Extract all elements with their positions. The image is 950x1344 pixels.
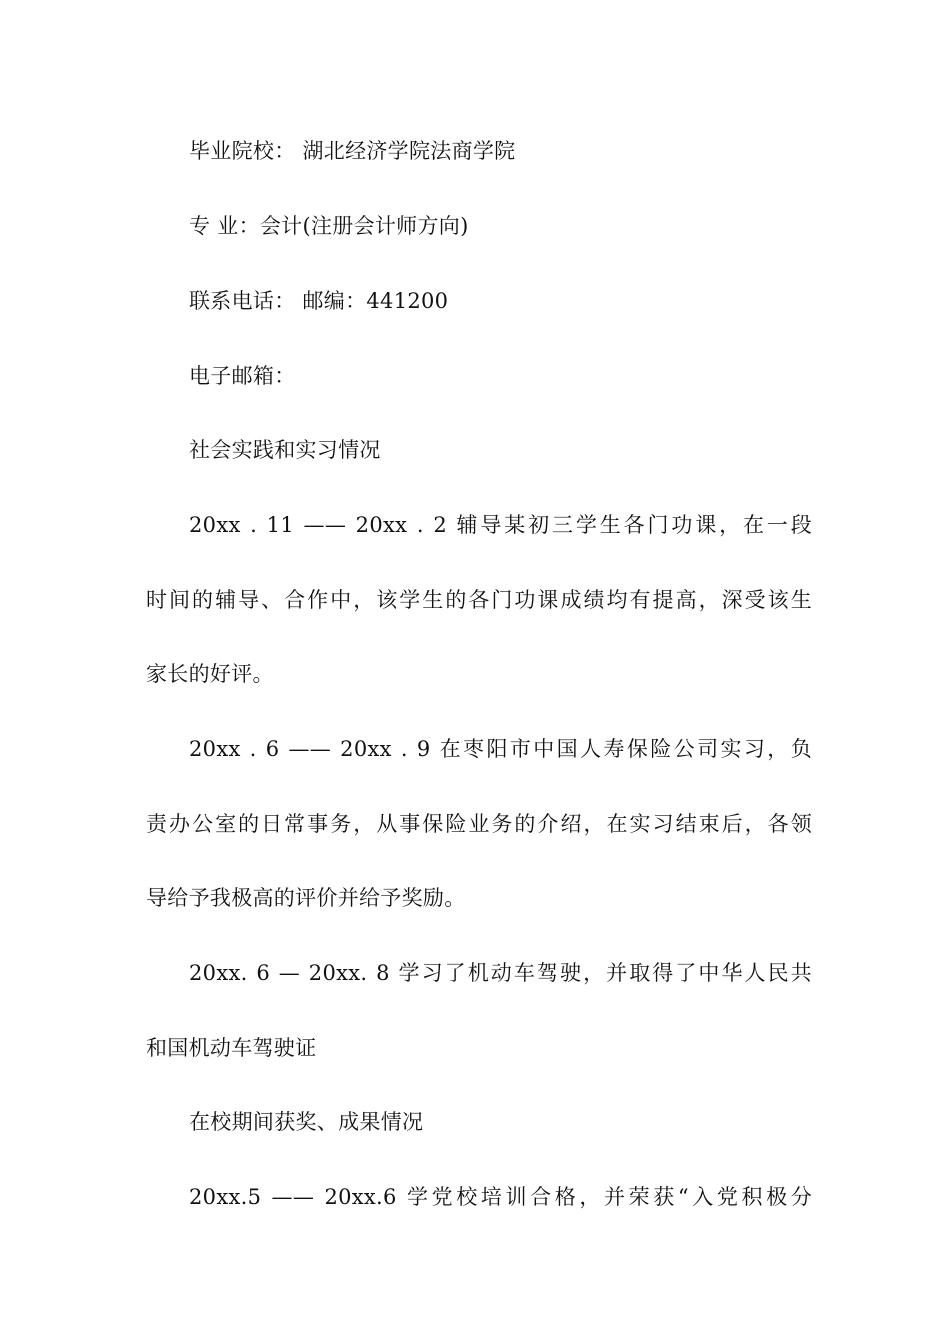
section-heading-practice: 社会实践和实习情况 [189,438,381,462]
major-line: 专 业：会计(注册会计师方向) [189,214,469,238]
graduation-school-line: 毕业院校： 湖北经济学院法商学院 [189,139,516,163]
practice-paragraph-1-line-2: 时间的辅导、合作中，该学生的各门功课成绩均有提高，深受该生 [146,588,812,612]
practice-paragraph-1-line-3: 家长的好评。 [146,662,274,686]
practice-paragraph-3-line-1: 20xx. 6 — 20xx. 8 学习了机动车驾驶，并取得了中华人民共 [189,961,812,985]
practice-paragraph-3-line-2: 和国机动车驾驶证 [146,1036,317,1060]
practice-paragraph-2-line-2: 责办公室的日常事务，从事保险业务的介绍，在实习结束后，各领 [146,812,812,836]
practice-paragraph-2-line-1: 20xx . 6 —— 20xx . 9 在枣阳市中国人寿保险公司实习，负 [189,737,812,761]
email-line: 电子邮箱： [189,364,296,388]
practice-paragraph-1-line-1: 20xx . 11 —— 20xx . 2 辅导某初三学生各门功课，在一段 [189,513,812,537]
contact-phone-postcode-line: 联系电话： 邮编：441200 [189,289,449,313]
practice-paragraph-2-line-3: 导给予我极高的评价并给予奖励。 [146,886,466,910]
awards-paragraph-line-1: 20xx.5 —— 20xx.6 学党校培训合格，并荣获“入党积极分 [189,1185,812,1209]
section-heading-awards: 在校期间获奖、成果情况 [189,1110,424,1134]
